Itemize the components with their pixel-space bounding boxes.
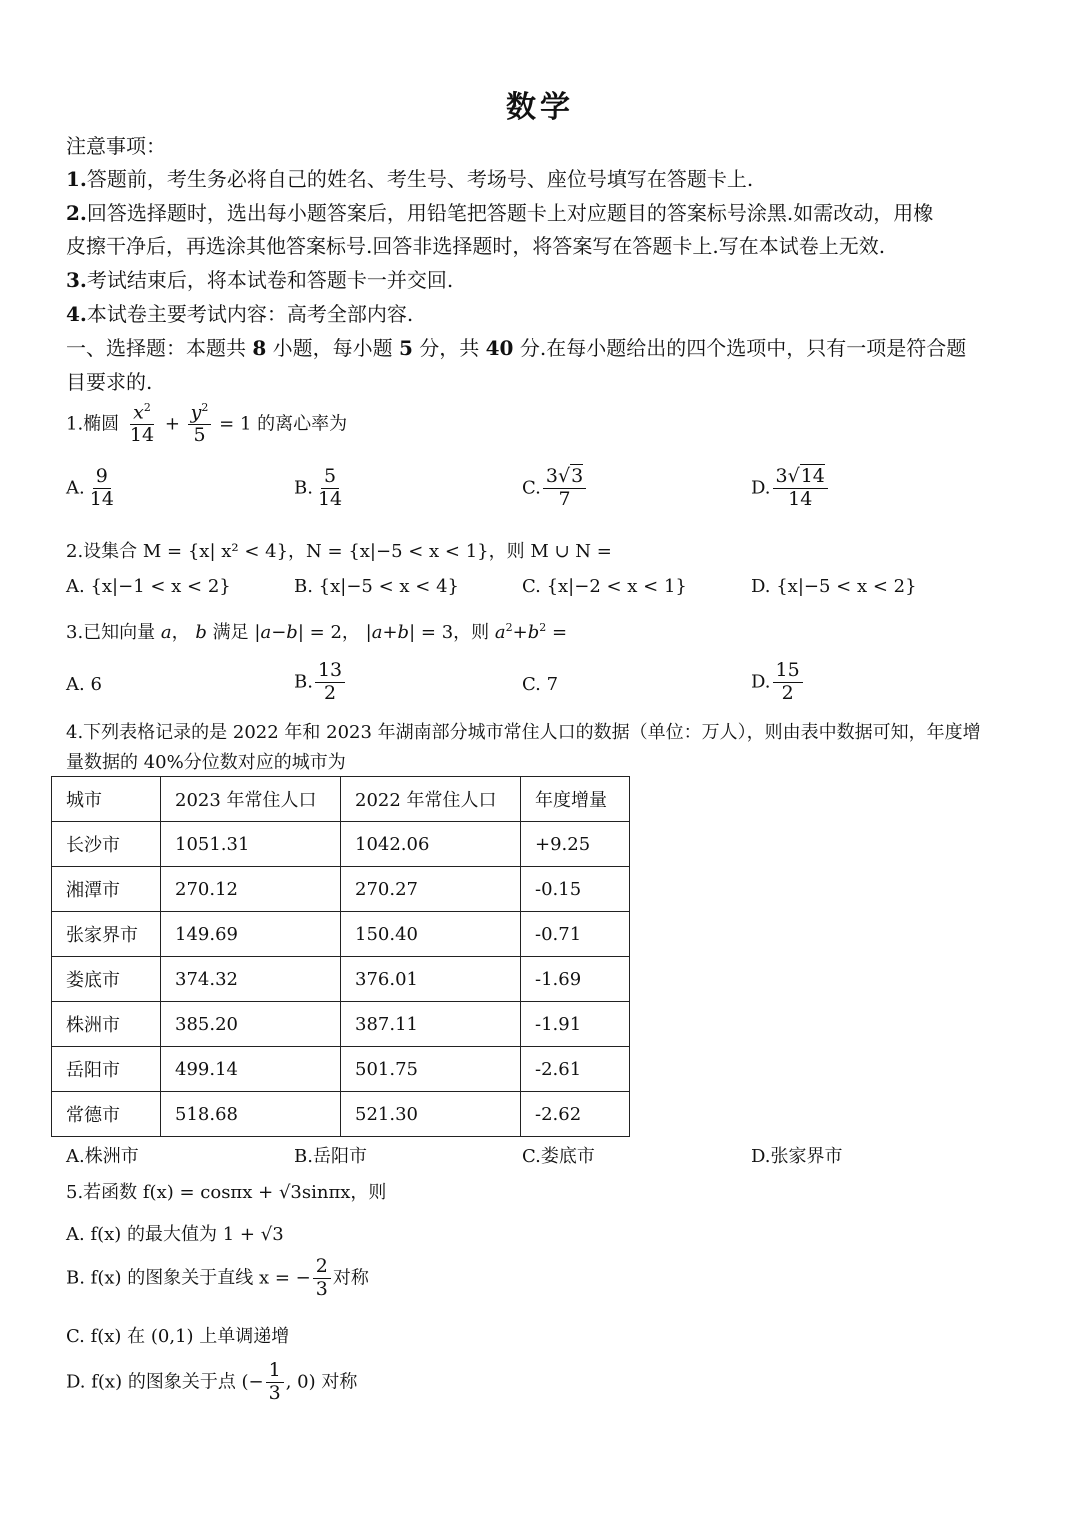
- table-cell: +9.25: [521, 822, 630, 867]
- q1-prefix: 1.椭圆: [66, 413, 120, 435]
- question-2-stem: 2.设集合 M = {x| x² < 4}，N = {x|−5 < x < 1}，则 M ∪ N =: [66, 541, 612, 562]
- note-4-number: 4.: [66, 302, 87, 326]
- question-4-stem-line-2: 量数据的 40%分位数对应的城市为: [66, 752, 346, 773]
- table-cell: 501.75: [341, 1047, 521, 1092]
- table-row: [52, 912, 630, 957]
- q2-option-d[interactable]: D. {x|−5 < x < 2}: [751, 576, 917, 597]
- q3-option-b[interactable]: B. $\frac{13}{2}$: [294, 660, 347, 705]
- page-title: 数学: [506, 90, 574, 125]
- score-total: 40: [485, 336, 514, 360]
- table-cell: 387.11: [341, 1002, 521, 1047]
- q4-option-a[interactable]: A.株洲市: [66, 1146, 139, 1167]
- q1-suffix: 的离心率为: [257, 413, 348, 435]
- vector-b: b: [195, 622, 207, 643]
- q1-option-a[interactable]: A. $\frac{9}{14}$: [66, 465, 114, 510]
- q1-option-c[interactable]: C. $\frac{3√3}{7}$: [522, 466, 588, 511]
- note-3: [66, 264, 453, 293]
- table-cell: 270.12: [161, 867, 341, 912]
- note-3-number: 3.: [66, 268, 87, 292]
- table-cell: -0.15: [521, 867, 630, 912]
- note-1: [66, 163, 753, 192]
- q4-option-d[interactable]: D.张家界市: [751, 1146, 843, 1167]
- table-cell: -2.62: [521, 1092, 630, 1137]
- question-4-stem-line-1: 4.下列表格记录的是 2022 年和 2023 年湖南部分城市常住人口的数据（单位：万人），则由表中数据可知，年度增: [66, 722, 981, 743]
- table-cell: 270.27: [341, 867, 521, 912]
- q5-option-a[interactable]: A. f(x) 的最大值为 1 + √3: [66, 1224, 284, 1245]
- section-1-heading: [66, 332, 966, 361]
- table-cell: 岳阳市: [52, 1047, 161, 1092]
- q2-option-a[interactable]: A. {x|−1 < x < 2}: [66, 576, 231, 597]
- q1-fraction-x: $\frac{x^2}{14}$: [129, 401, 155, 447]
- q5-option-d[interactable]: D. f(x) 的图象关于点 (− $\frac{1}{3}$ , 0) 对称: [66, 1359, 358, 1404]
- table-cell: 湘潭市: [52, 867, 161, 912]
- table-cell: 1042.06: [341, 822, 521, 867]
- note-2-number: 2.: [66, 201, 87, 225]
- note-4: [66, 298, 413, 327]
- question-5-stem: 5.若函数 f(x) = cosπx + √3sinπx，则: [66, 1182, 387, 1203]
- table-cell: 518.68: [161, 1092, 341, 1137]
- notes-heading: 注意事项：: [66, 134, 166, 158]
- table-cell: 150.40: [341, 912, 521, 957]
- table-header-cell: 2023 年常住人口: [161, 777, 341, 822]
- table-cell: 385.20: [161, 1002, 341, 1047]
- q3-option-c[interactable]: C. 7: [522, 674, 559, 695]
- table-cell: 521.30: [341, 1092, 521, 1137]
- table-cell: 374.32: [161, 957, 341, 1002]
- q5-option-c[interactable]: C. f(x) 在 (0,1) 上单调递增: [66, 1326, 290, 1347]
- section-text-1: 一、选择题：本题共: [66, 336, 246, 360]
- score-each: 5: [399, 336, 413, 360]
- table-cell: 张家界市: [52, 912, 161, 957]
- note-2-text-a: 回答选择题时，选出每小题答案后，用铅笔把答题卡上对应题目的答案标号涂黑.如需改动，用橡: [86, 201, 934, 225]
- q3-option-a[interactable]: A. 6: [66, 674, 102, 695]
- question-3-stem: 3.已知向量 a， b 满足 |a−b| = 2， |a+b| = 3，则 $a^2+b^2$ =: [66, 621, 568, 643]
- note-2-line-1: [66, 197, 933, 226]
- section-text-2: 小题，每小题: [272, 336, 393, 360]
- table-row: [52, 1002, 630, 1047]
- section-text-3: 分，共: [419, 336, 480, 360]
- table-cell: 长沙市: [52, 822, 161, 867]
- table-cell: -1.69: [521, 957, 630, 1002]
- note-1-text: 答题前，考生务必将自己的姓名、考生号、考场号、座位号填写在答题卡上.: [86, 167, 754, 191]
- table-row: [52, 822, 630, 867]
- table-cell: 376.01: [341, 957, 521, 1002]
- section-1-heading-line-2: 目要求的.: [66, 370, 153, 394]
- question-count: 8: [252, 336, 267, 360]
- table-cell: -0.71: [521, 912, 630, 957]
- vector-a: a: [160, 622, 172, 643]
- table-cell: -1.91: [521, 1002, 630, 1047]
- table-cell: 1051.31: [161, 822, 341, 867]
- q5-option-b[interactable]: B. f(x) 的图象关于直线 x = − $\frac{2}{3}$ 对称: [66, 1255, 369, 1300]
- table-row: [52, 1092, 630, 1137]
- q1-option-d[interactable]: D. $\frac{3√14}{14}$: [751, 466, 830, 511]
- section-text-4: 分.在每小题给出的四个选项中，只有一项是符合题: [519, 336, 967, 360]
- table-row: [52, 957, 630, 1002]
- table-header-cell: 2022 年常住人口: [341, 777, 521, 822]
- table-cell: 常德市: [52, 1092, 161, 1137]
- table-cell: -2.61: [521, 1047, 630, 1092]
- q4-option-b[interactable]: B.岳阳市: [294, 1146, 367, 1167]
- note-4-text: 本试卷主要考试内容：高考全部内容.: [86, 302, 414, 326]
- note-1-number: 1.: [66, 167, 87, 191]
- table-header-cell: 年度增量: [521, 777, 630, 822]
- q1-fraction-y: $\frac{y^2}{5}$: [188, 402, 212, 447]
- table-cell: 499.14: [161, 1047, 341, 1092]
- table-header-cell: 城市: [52, 777, 161, 822]
- q2-option-b[interactable]: B. {x|−5 < x < 4}: [294, 576, 459, 597]
- table-header-row: [52, 777, 630, 822]
- note-2-line-2: 皮擦干净后，再选涂其他答案标号.回答非选择题时，将答案写在答题卡上.写在本试卷上无效.: [66, 234, 886, 258]
- q2-option-c[interactable]: C. {x|−2 < x < 1}: [522, 576, 687, 597]
- table-cell: 株洲市: [52, 1002, 161, 1047]
- question-1-stem: 1.椭圆 $\frac{x^2}{14}$ + $\frac{y^2}{5}$ = 1 的离心率为: [66, 401, 348, 447]
- table-row: [52, 1047, 630, 1092]
- q4-option-c[interactable]: C.娄底市: [522, 1146, 595, 1167]
- table-row: [52, 867, 630, 912]
- note-3-text: 考试结束后，将本试卷和答题卡一并交回.: [86, 268, 454, 292]
- population-table: [51, 776, 630, 1137]
- table-cell: 149.69: [161, 912, 341, 957]
- q1-option-b[interactable]: B. $\frac{5}{14}$: [294, 465, 343, 510]
- table-cell: 娄底市: [52, 957, 161, 1002]
- q3-option-d[interactable]: D. $\frac{15}{2}$: [751, 660, 805, 705]
